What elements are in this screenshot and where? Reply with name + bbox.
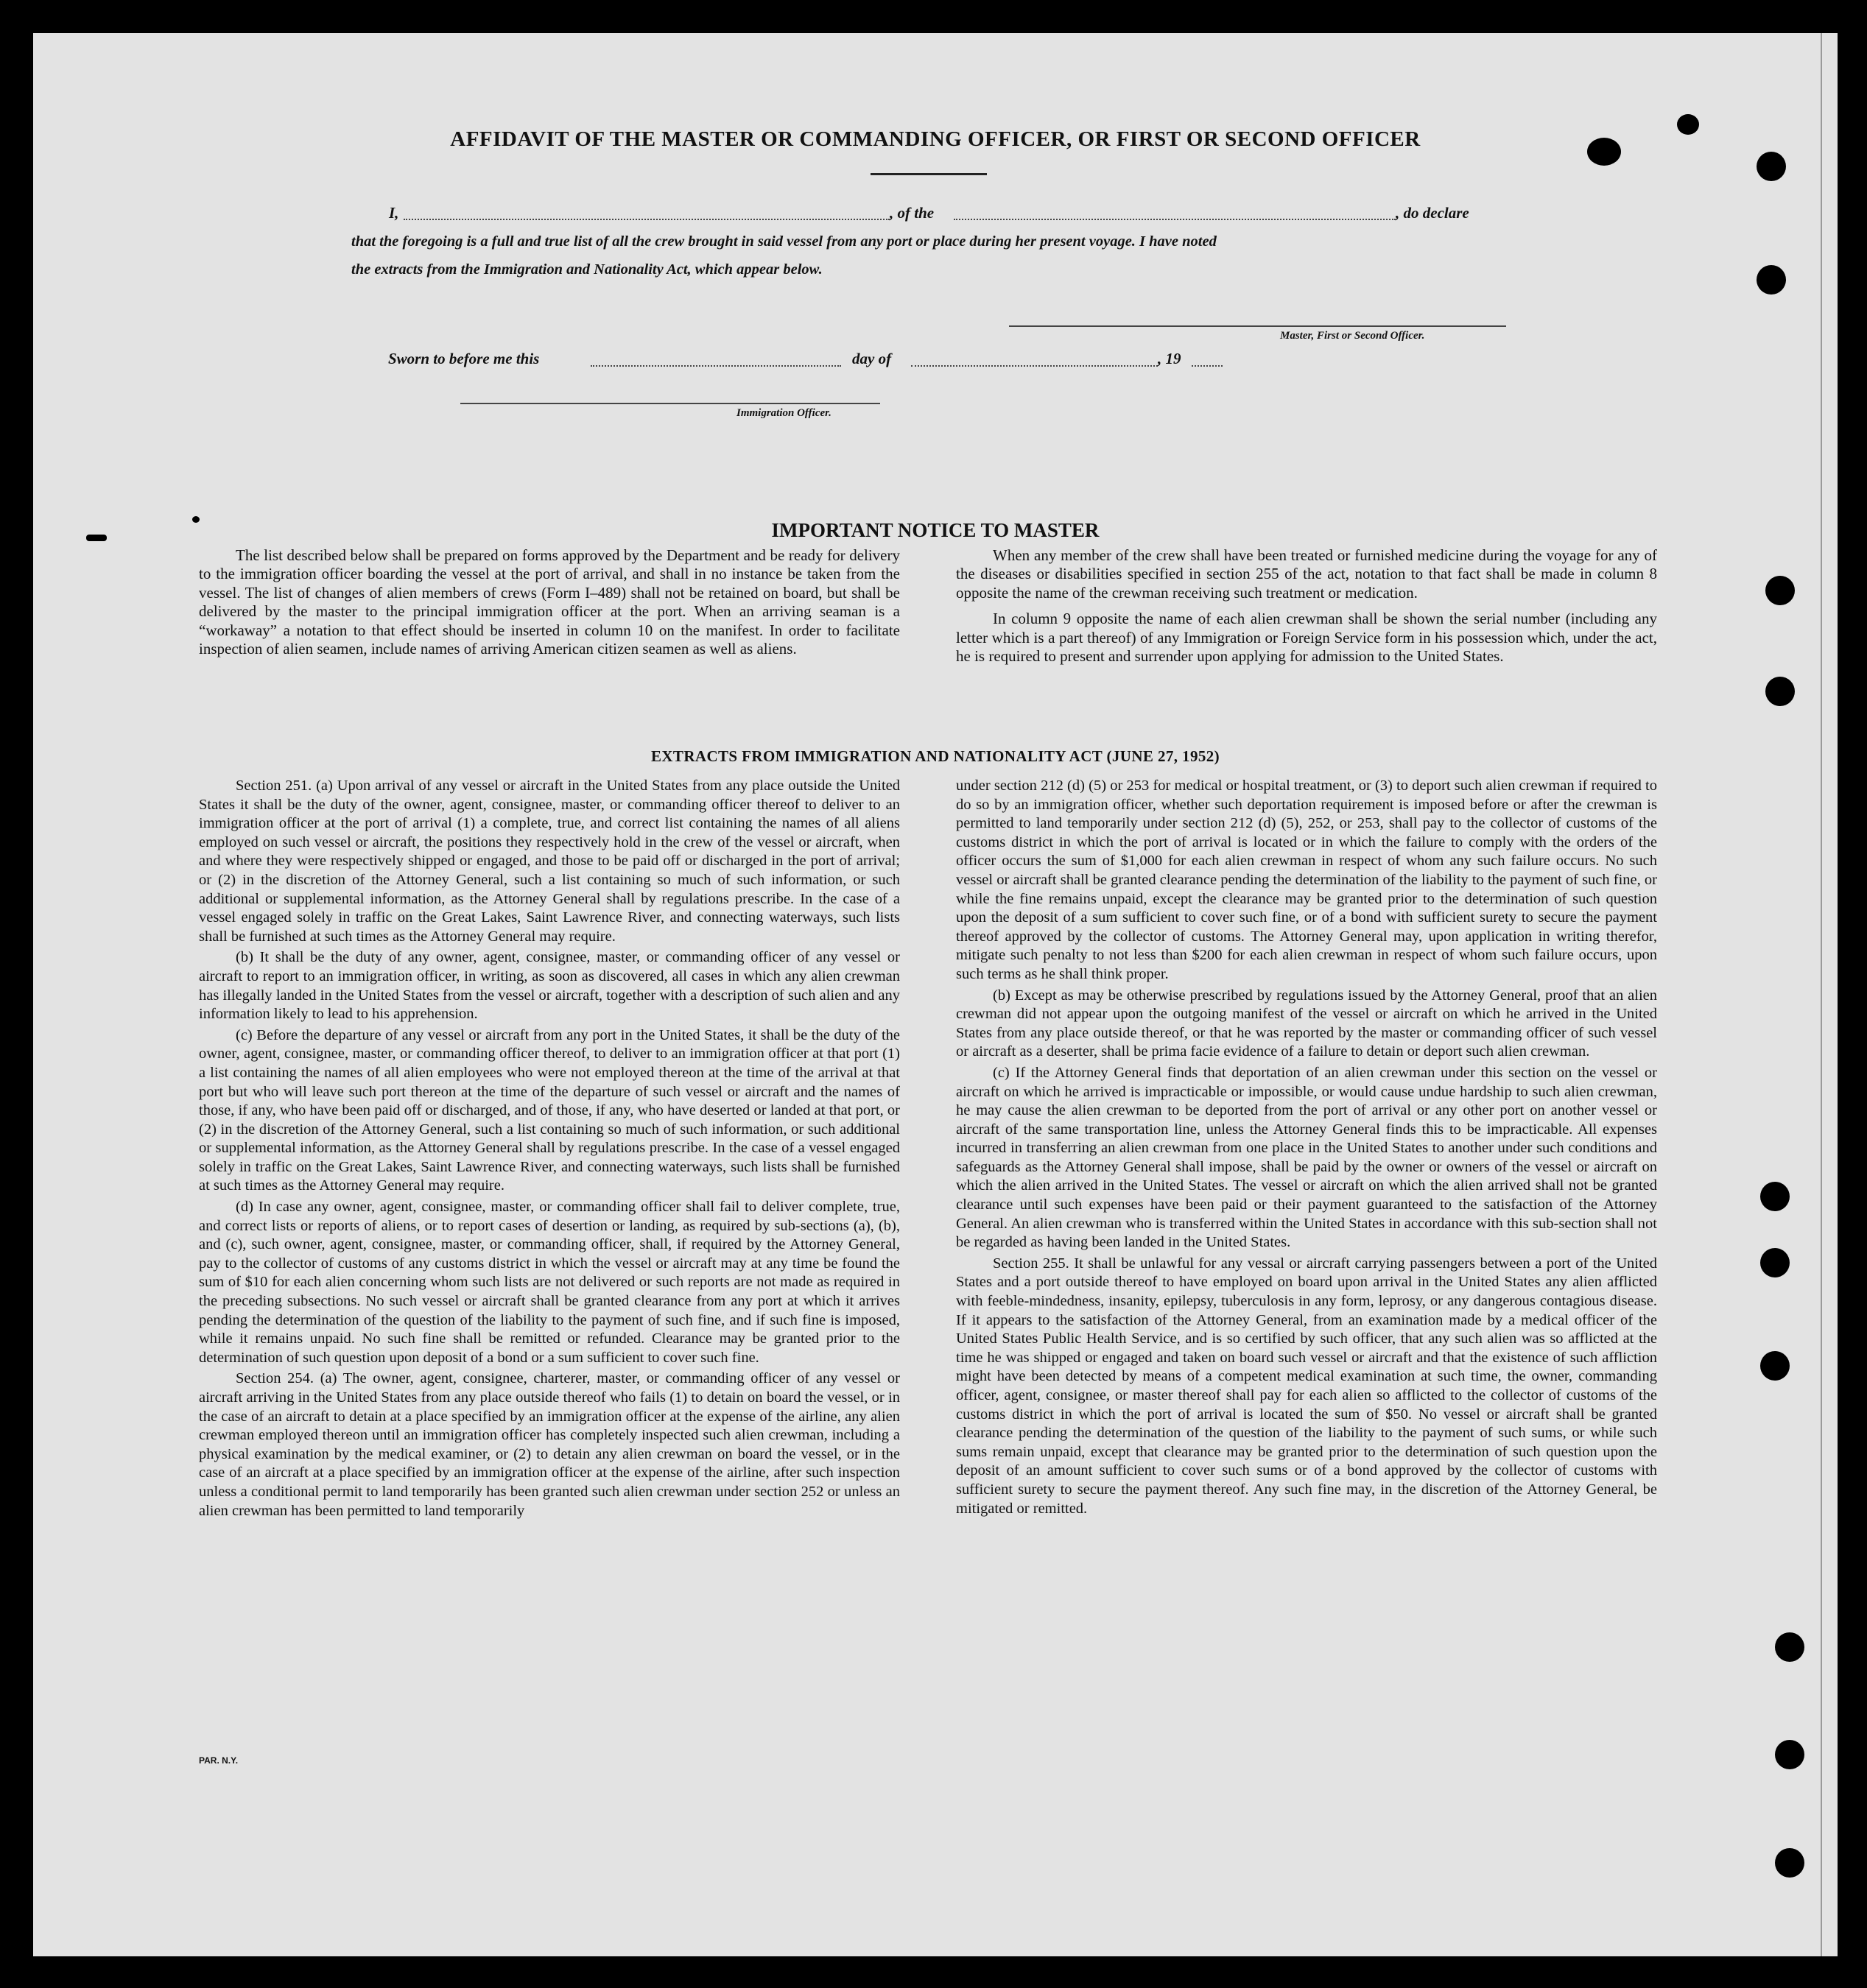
notice-right-column: [956, 546, 1657, 673]
year-label: , 19: [1158, 350, 1181, 367]
punch-hole: [1760, 1182, 1790, 1211]
extracts-right-column: [956, 777, 1657, 1520]
affidavit-line-2: that the foregoing is a full and true list of all the crew brought in said vessel from any port or place during her present voyage. I have noted: [351, 233, 1217, 250]
extracts-title: EXTRACTS FROM IMMIGRATION AND NATIONALITY ACT (JUNE 27, 1952): [650, 747, 1220, 765]
sworn-label: Sworn to before me this: [388, 350, 540, 367]
punch-hole: [1775, 1740, 1804, 1769]
sworn-year-field[interactable]: [1192, 365, 1223, 367]
declarant-name-field[interactable]: [404, 219, 890, 220]
punch-hole: [1760, 1248, 1790, 1277]
section-254-b: (b) Except as may be otherwise prescribed by regulations issued by the Attorney General, proof that an alien crewman did not appear upon the outgoing manifest of the vessel or aircraft on which he arrived in the United States from any place outside thereof, or that he was reported by the master or commanding officer of such vessel or aircraft as a deserter, shall be prima facie evidence of a failure to detain or deport such alien crewman.: [956, 987, 1657, 1060]
punch-hole: [1760, 1351, 1790, 1381]
section-254-a-continued: under section 212 (d) (5) or 253 for medical or hospital treatment, or (3) to deport such alien crewman if required to do so by an immigration officer, whether such deportation requirement is imposed before or after the crewman is permitted to land temporarily under section 212 (d) (5), 252, or 253, shall pay to the collector of customs of the customs district in which the port of arrival is located or in which the failure to comply with the orders of the officer occurs the sum of $1,000 for each alien crewman in respect of whom any such failure occurs. No such vessel or aircraft shall be granted clearance pending the determination of the liability to the payment of such fine, or while the fine remains unpaid, except the clearance may be granted prior to the determination of such question upon the deposit of a sum sufficient to cover such fine, or of a bond with sufficient surety to secure the payment thereof approved by the collector of customs. The Attorney General may, upon application in writing therefor, mitigate such penalty to not less than $200 for each alien crewman in respect of whom such failure occurs, upon such terms as he shall think proper.: [956, 778, 1657, 982]
do-declare-label: , do declare: [1396, 204, 1469, 222]
printer-mark: PAR. N.Y.: [199, 1755, 239, 1766]
notice-right-paragraph-1: When any member of the crew shall have been treated or furnished medicine during the voyage for any of the diseases or disabilities specified in section 255 of the act, notation to that fact shall be made in column 8 opposite the name of the crewman receiving such treatment or medication.: [956, 546, 1657, 602]
notice-left-paragraph: The list described below shall be prepared on forms approved by the Department and be ready for delivery to the immigration officer boarding the vessel at the port of arrival, and shall in no instance be taken from the vessel. The list of changes of alien members of crews (Form I–489) shall not be retained on board, but shall be delivered by the master to the principal immigration officer at the port. When an arriving seaman is a “workaway” a notation to that effect should be inserted in column 10 on the manifest. In order to facilitate inspection of alien seamen, include names of arriving American citizen seamen as well as aliens.: [199, 546, 900, 658]
notice-right-paragraph-2: In column 9 opposite the name of each alien crewman shall be shown the serial number (including any letter which is a part thereof) of any Immigration or Foreign Service form in his possession which, under the act, he is required to present and surrender upon applying for admission to the United States.: [956, 610, 1657, 666]
immigration-officer-signature-field[interactable]: [460, 403, 880, 404]
punch-hole: [1775, 1848, 1804, 1878]
master-signature-caption: Master, First or Second Officer.: [1280, 330, 1425, 342]
of-the-label: , of the: [890, 204, 935, 222]
day-of-label: day of: [852, 350, 892, 367]
section-254-c: (c) If the Attorney General finds that deportation of an alien crewman under this section on the vessel or aircraft on which he arrived is impracticable or impossible, or would cause undue hardship to such alien crewman, he may cause the alien crewman to be deported from the port of arrival or any other port on another vessel or aircraft of the same transportation line, unless the Attorney General finds this to be impracticable. All expenses incurred in transferring an alien crewman from one place in the United States to another under such conditions and safeguards as the Attorney General shall impose, shall be paid by the owner or owners of the vessel or aircraft on which the alien arrived in the United States. The vessel or aircraft on which the alien arrived shall not be granted clearance until such expenses have been paid or their payment guaranteed to the satisfaction of the Attorney General. An alien crewman who is transferred within the United States in accordance with this sub-section shall not be regarded as having been landed in the United States.: [956, 1064, 1657, 1251]
section-254-a: Section 254. (a) The owner, agent, consignee, charterer, master, or commanding officer of any vessel or aircraft arriving in the United States from any place outside thereof who fails (1) to detain on board the vessel, or in the case of an aircraft to detain at a place specified by an immigration officer at the expense of the airline, any alien crewman employed thereon until an immigration officer has completely inspected such alien crewman, including a physical examination by the medical examiner, or (2) to detain any alien crewman on board the vessel, or in the case of an aircraft at a place specified by an immigration officer at the expense of the airline, after such inspection unless a conditional permit to land temporarily has been granted such alien crewman under section 252 or unless an alien crewman has been permitted to land temporarily: [199, 1370, 900, 1519]
punch-hole: [1757, 152, 1786, 181]
master-signature-field[interactable]: [1009, 325, 1506, 327]
section-255: Section 255. It shall be unlawful for any vessal or aircraft carrying passengers between a port of the United States and a port outside thereof to have employed on board upon arrival in the United States any alien afflicted with feeble-mindedness, insanity, epilepsy, tuberculosis in any form, leprosy, or any dangerous contagious disease. If it appears to the satisfaction of the Attorney General, from an examination made by a medical officer of the United States Public Health Service, and is so certified by such officer, that any such alien was so afflicted at the time he was shipped or engaged and taken on board such vessel or aircraft and that the existence of such affliction might have been detected by means of a competent medical examination at such time, the owner, commanding officer, agent, consignee, or master thereof shall pay for each alien so afflicted to the collector of customs of the customs district in which the port of arrival is located the sum of $50. No vessel or aircraft shall be granted clearance pending the determination of the question of the liability to the payment of such sums, or while such sums remain unpaid, except that clearance may be granted prior to the determination of such question upon the deposit of an amount sufficient to cover such sums or of a bond approved by the collector of customs with sufficient surety to secure the payment thereof. Any such fine may, in the discretion of the Attorney General, be mitigated or remitted.: [956, 1255, 1657, 1517]
title-rule: [871, 173, 987, 175]
vessel-name-field[interactable]: [954, 219, 1396, 220]
notice-title: IMPORTANT NOTICE TO MASTER: [771, 519, 1100, 541]
notice-left-column: [199, 546, 900, 666]
extracts-left-column: [199, 777, 900, 1523]
affidavit-line-3: the extracts from the Immigration and Nationality Act, which appear below.: [351, 261, 823, 278]
section-251-d: (d) In case any owner, agent, consignee, master, or commanding officer shall fail to deliver complete, true, and correct lists or reports of aliens, or to report cases of desertion or landing, as required by sub-sections (a), (b), and (c), such owner, agent, consignee, master, or commanding officer, shall, if required by the Attorney General, pay to the collector of customs of any customs district in which the vessel or aircraft may at any time be found the sum of $10 for each alien concerning whom such lists are not delivered or such reports are not made as required in the preceding subsections. No such vessel or aircraft shall be granted clearance from any port at which it arrives pending the determination of the question of the liability to the payment of such fine, and if such fine is imposed, while it remains unpaid. No such fine shall be remitted or refunded. Clearance may be granted prior to the determination of such question upon deposit of a bond or a sum sufficient to cover such fine.: [199, 1199, 900, 1366]
punch-hole: [1775, 1632, 1804, 1662]
punch-hole: [1765, 677, 1795, 706]
form-page: [33, 33, 1838, 1956]
section-251-a: Section 251. (a) Upon arrival of any vessel or aircraft in the United States from any place outside the United States it shall be the duty of the owner, agent, consignee, master, or commanding officer thereof to deliver to an immigration officer at the port of arrival (1) a complete, true, and correct list containing the names of all aliens employed on such vessel or aircraft, the positions they respectively hold in the crew of the vessel or aircraft, when and where they were respectively shipped or engaged, and those to be paid off or discharged in the port of arrival; or (2) in the discretion of the Attorney General, such a list containing so much of such information, or such additional or supplemental information, as the Attorney General shall by regulations prescribe. In the case of a vessel engaged solely in traffic on the Great Lakes, Saint Lawrence River, and connecting waterways, such lists shall be furnished at such times as the Attorney General may require.: [199, 778, 900, 945]
sworn-day-field[interactable]: [591, 365, 841, 367]
section-251-b: (b) It shall be the duty of any owner, agent, consignee, master, or commanding officer of any vessel or aircraft to report to an immigration officer, in writing, as soon as discovered, all cases in which any alien crewman has illegally landed in the United States from the vessel or aircraft, together with a description of such alien and any information likely to lead to his apprehension.: [199, 949, 900, 1023]
sworn-month-field[interactable]: [911, 365, 1158, 367]
immigration-officer-caption: Immigration Officer.: [736, 407, 831, 419]
section-251-c: (c) Before the departure of any vessel or aircraft from any port in the United States, it shall be the duty of the owner, agent, consignee, master, or commanding officer thereof, to deliver to an immigration officer at that port (1) a list containing the names of all alien employees who were not employed thereon at the time of the arrival at that port but who will leave such port thereon at the time of the departure of such vessel or aircraft and the names of those, if any, who have been paid off or discharged, and of those, if any, who have deserted or landed at that port, or (2) in the discretion of the Attorney General, such a list containing so much of such information, or such additional or supplemental information, as the Attorney General shall by regulations prescribe. In the case of a vessel engaged solely in traffic on the Great Lakes, Saint Lawrence River, and connecting waterways, such lists shall be furnished at such times as the Attorney General may require.: [199, 1026, 900, 1194]
page-edge-line: [1821, 33, 1822, 1956]
punch-hole: [1757, 265, 1786, 295]
declarant-label: I,: [389, 204, 399, 222]
punch-hole: [1765, 576, 1795, 605]
affidavit-title: AFFIDAVIT OF THE MASTER OR COMMANDING OFFICER, OR FIRST OR SECOND OFFICER: [450, 127, 1421, 151]
